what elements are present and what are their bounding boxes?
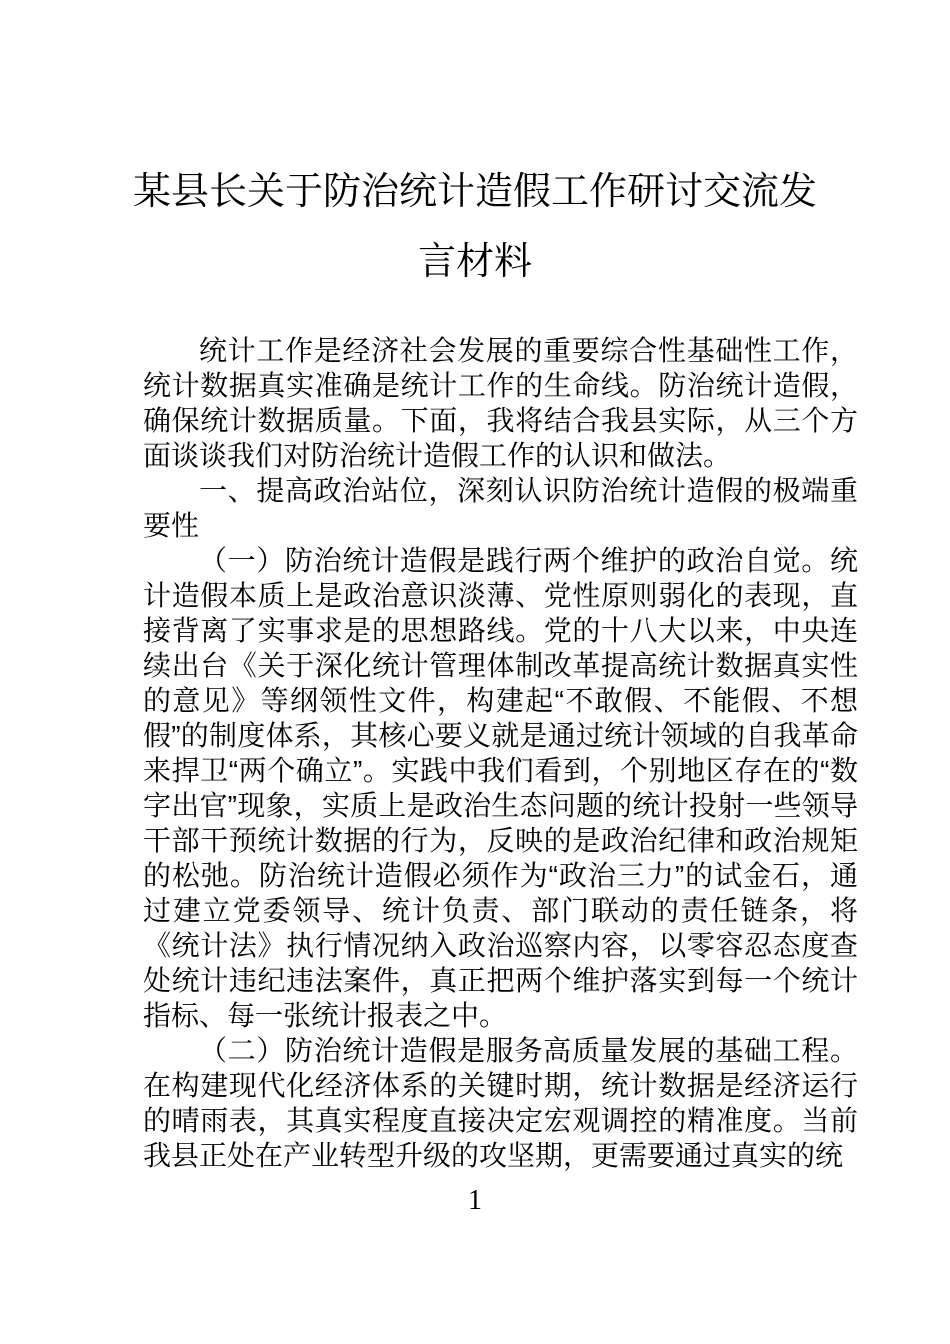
body-paragraph-intro: 统计工作是经济社会发展的重要综合性基础性工作，统计数据真实准确是统计工作的生命线。防治统计造假，确保统计数据质量。下面，我将结合我县实际，从三个方面谈谈我们对防治统计造假工作的认识和做法。 xyxy=(143,335,858,471)
body-paragraph-section-1-1: （一）防治统计造假是践行两个维护的政治自觉。统计造假本质上是政治意识淡薄、党性原则弱化的表现，直接背离了实事求是的思想路线。党的十八大以来，中央连续出台《关于深化统计管理体制改革提高统计数据真实性的意见》等纲领性文件，构建起“不敢假、不能假、不想假”的制度体系，其核心要义就是通过统计领域的自我革命来捍卫“两个确立”。实践中我们看到，个别地区存在的“数字出官”现象，实质上是政治生态问题的统计投射一些领导干部干预统计数据的行为，反映的是政治纪律和政治规矩的松弛。防治统计造假必须作为“政治三力”的试金石，通过建立党委领导、统计负责、部门联动的责任链条，将《统计法》执行情况纳入政治巡察内容，以零容忍态度查处统计违纪违法案件，真正把两个维护落实到每一个统计指标、每一张统计报表之中。 xyxy=(143,545,858,1031)
section-heading-1: 一、提高政治站位，深刻认识防治统计造假的极端重要性 xyxy=(143,475,858,541)
document-title: 某县长关于防治统计造假工作研讨交流发言材料 xyxy=(132,171,817,283)
page-number: 1 xyxy=(468,1185,482,1216)
body-paragraph-section-1-2: （二）防治统计造假是服务高质量发展的基础工程。在构建现代化经济体系的关键时期，统计数据是经济运行的晴雨表，其真实程度直接决定宏观调控的精准度。当前我县正处在产业转型升级的攻坚期，更需要通过真实的统 xyxy=(143,1035,858,1171)
document-body xyxy=(143,333,858,1173)
